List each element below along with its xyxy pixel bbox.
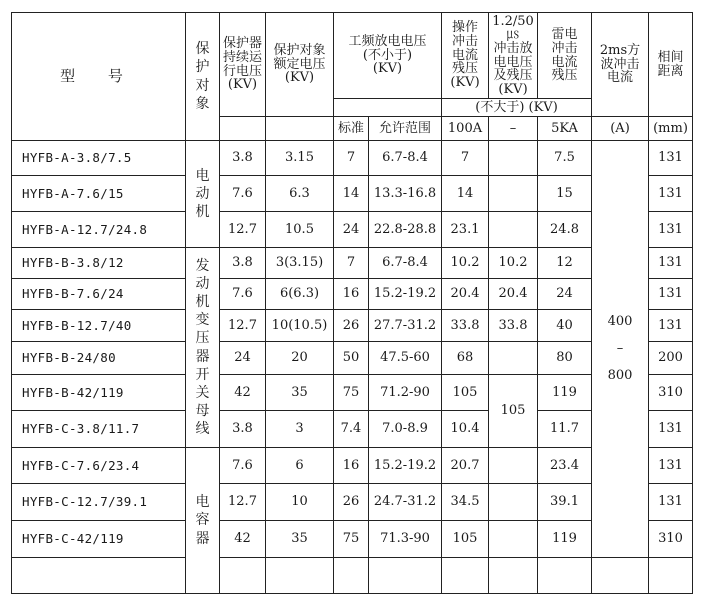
switching-residual-cell: 10.2: [442, 248, 489, 279]
lightning-residual-cell: 40: [538, 310, 592, 342]
dash-label: –: [489, 117, 538, 141]
switching-residual-cell: 33.8: [442, 310, 489, 342]
switching-residual-cell: 105: [442, 375, 489, 411]
continuous-voltage-cell: 12.7: [220, 484, 266, 521]
continuous-voltage-cell: 42: [220, 375, 266, 411]
object-header: 保 护 对 象: [186, 13, 220, 141]
continuous-voltage-cell: 12.7: [220, 212, 266, 248]
standard-range-spacer: [334, 99, 442, 117]
switching-residual-cell: 105: [442, 521, 489, 558]
standard-cell: 26: [334, 310, 369, 342]
lightning-residual-cell: 24.8: [538, 212, 592, 248]
empty-cell: [220, 558, 266, 594]
power-freq-header: 工频放电电压 (不小于) (KV): [334, 13, 442, 99]
rated-voltage-cell: 6(6.3): [266, 279, 334, 310]
continuous-voltage-cell: 42: [220, 521, 266, 558]
square-wave-header: 2ms方 波冲击 电流: [592, 13, 649, 117]
range-cell: 7.0-8.9: [369, 411, 442, 448]
phase-distance-cell: 310: [649, 375, 693, 411]
impulse-cell: 10.2: [489, 248, 538, 279]
continuous-voltage-cell: 3.8: [220, 248, 266, 279]
lightning-residual-cell: 119: [538, 375, 592, 411]
range-cell: 6.7-8.4: [369, 248, 442, 279]
rated-voltage-cell: 20: [266, 342, 334, 375]
switching-residual-cell: 10.4: [442, 411, 489, 448]
standard-cell: 7: [334, 248, 369, 279]
current-100a-label: 100A: [442, 117, 489, 141]
phase-distance-cell: 131: [649, 484, 693, 521]
lightning-residual-cell: 23.4: [538, 448, 592, 484]
standard-cell: 75: [334, 375, 369, 411]
standard-cell: 7.4: [334, 411, 369, 448]
range-cell: 47.5-60: [369, 342, 442, 375]
empty-cell: [649, 558, 693, 594]
rated-voltage-cell: 10.5: [266, 212, 334, 248]
phase-distance-cell: 131: [649, 248, 693, 279]
model-header: 型 号: [12, 13, 186, 141]
standard-cell: 16: [334, 279, 369, 310]
phase-distance-cell: 131: [649, 310, 693, 342]
rated-voltage-header: 保护对象 额定电压 (KV): [266, 13, 334, 117]
continuous-voltage-header: 保护器 持续运 行电压 (KV): [220, 13, 266, 117]
lightning-residual-cell: 12: [538, 248, 592, 279]
switching-residual-cell: 34.5: [442, 484, 489, 521]
lightning-residual-cell: 80: [538, 342, 592, 375]
empty-cell: [538, 558, 592, 594]
lightning-residual-cell: 24: [538, 279, 592, 310]
continuous-voltage-cell: 3.8: [220, 411, 266, 448]
rated-voltage-cell: 3: [266, 411, 334, 448]
empty-cell: [12, 558, 186, 594]
model-cell: HYFB-C-12.7/39.1: [12, 484, 186, 521]
phase-distance-cell: 131: [649, 448, 693, 484]
impulse-cell: 20.4: [489, 279, 538, 310]
rated-voltage-cell: 3(3.15): [266, 248, 334, 279]
phase-distance-cell: 131: [649, 411, 693, 448]
empty-cell: [442, 558, 489, 594]
square-wave-cell: [592, 141, 649, 558]
impulse-empty-cell: [489, 176, 538, 212]
model-cell: HYFB-B-24/80: [12, 342, 186, 375]
range-cell: 22.8-28.8: [369, 212, 442, 248]
allowed-range-label: 允许范围: [369, 117, 442, 141]
unit-a-label: (A): [592, 117, 649, 141]
rated-voltage-cell: 10(10.5): [266, 310, 334, 342]
range-cell: 71.2-90: [369, 375, 442, 411]
switching-residual-cell: 20.4: [442, 279, 489, 310]
rated-voltage-blank: [266, 117, 334, 141]
rated-voltage-cell: 3.15: [266, 141, 334, 176]
rated-voltage-cell: 35: [266, 375, 334, 411]
standard-label: 标准: [334, 117, 369, 141]
phase-distance-cell: 310: [649, 521, 693, 558]
impulse-empty-cell: [489, 141, 538, 176]
impulse-header: 1.2/50㎲ 冲击放 电电压 及残压 (KV): [489, 13, 538, 99]
unit-mm-label: (mm): [649, 117, 693, 141]
empty-cell: [369, 558, 442, 594]
switching-residual-header: 操作 冲击 电流 残压 (KV): [442, 13, 489, 99]
range-cell: 24.7-31.2: [369, 484, 442, 521]
continuous-voltage-cell: 7.6: [220, 448, 266, 484]
standard-cell: 7: [334, 141, 369, 176]
model-cell: HYFB-B-12.7/40: [12, 310, 186, 342]
empty-cell: [266, 558, 334, 594]
model-cell: HYFB-A-7.6/15: [12, 176, 186, 212]
phase-distance-cell: 131: [649, 279, 693, 310]
phase-distance-header: 相间 距离: [649, 13, 693, 117]
model-cell: HYFB-C-3.8/11.7: [12, 411, 186, 448]
range-cell: 6.7-8.4: [369, 141, 442, 176]
standard-cell: 26: [334, 484, 369, 521]
phase-distance-cell: 131: [649, 176, 693, 212]
lightning-residual-cell: 11.7: [538, 411, 592, 448]
group-motor: 电 动 机: [186, 141, 220, 248]
rated-voltage-cell: 6.3: [266, 176, 334, 212]
model-cell: HYFB-A-3.8/7.5: [12, 141, 186, 176]
range-cell: 71.3-90: [369, 521, 442, 558]
phase-distance-cell: 131: [649, 212, 693, 248]
model-cell: HYFB-B-7.6/24: [12, 279, 186, 310]
range-cell: 15.2-19.2: [369, 279, 442, 310]
range-cell: 13.3-16.8: [369, 176, 442, 212]
impulse-cell: 105: [489, 375, 538, 448]
continuous-voltage-cell: 3.8: [220, 141, 266, 176]
standard-cell: 24: [334, 212, 369, 248]
model-cell: HYFB-C-42/119: [12, 521, 186, 558]
standard-cell: 75: [334, 521, 369, 558]
impulse-empty-cell: [489, 448, 538, 484]
empty-cell: [334, 558, 369, 594]
lightning-residual-cell: 15: [538, 176, 592, 212]
switching-residual-cell: 20.7: [442, 448, 489, 484]
standard-cell: 14: [334, 176, 369, 212]
model-cell: HYFB-B-3.8/12: [12, 248, 186, 279]
lightning-residual-cell: 7.5: [538, 141, 592, 176]
impulse-cell: 33.8: [489, 310, 538, 342]
range-cell: 15.2-19.2: [369, 448, 442, 484]
not-more-than-label: (不大于) (KV): [442, 99, 592, 117]
continuous-voltage-cell: 7.6: [220, 279, 266, 310]
impulse-empty-cell: [489, 342, 538, 375]
continuous-voltage-blank: [220, 117, 266, 141]
lightning-residual-cell: 39.1: [538, 484, 592, 521]
square-wave-high: 800: [607, 368, 633, 384]
rated-voltage-cell: 10: [266, 484, 334, 521]
continuous-voltage-cell: 7.6: [220, 176, 266, 212]
specification-table: [11, 12, 693, 594]
switching-residual-cell: 7: [442, 141, 489, 176]
square-wave-low: 400: [607, 313, 633, 329]
lightning-residual-header: 雷电 冲击 电流 残压: [538, 13, 592, 99]
empty-cell: [489, 558, 538, 594]
impulse-empty-cell: [489, 484, 538, 521]
group-capacitor: 电 容 器: [186, 448, 220, 594]
rated-voltage-cell: 35: [266, 521, 334, 558]
current-5ka-label: 5KA: [538, 117, 592, 141]
standard-cell: 16: [334, 448, 369, 484]
switching-residual-cell: 23.1: [442, 212, 489, 248]
lightning-residual-cell: 119: [538, 521, 592, 558]
range-cell: 27.7-31.2: [369, 310, 442, 342]
switching-residual-cell: 14: [442, 176, 489, 212]
impulse-empty-cell: [489, 521, 538, 558]
continuous-voltage-cell: 24: [220, 342, 266, 375]
square-wave-dash: –: [616, 341, 624, 357]
phase-distance-cell: 131: [649, 141, 693, 176]
rated-voltage-cell: 6: [266, 448, 334, 484]
empty-cell: [592, 558, 649, 594]
model-cell: HYFB-A-12.7/24.8: [12, 212, 186, 248]
phase-distance-cell: 200: [649, 342, 693, 375]
group-generator: 发 动 机 变 压 器 开 关 母 线: [186, 248, 220, 448]
continuous-voltage-cell: 12.7: [220, 310, 266, 342]
impulse-empty-cell: [489, 212, 538, 248]
switching-residual-cell: 68: [442, 342, 489, 375]
model-cell: HYFB-B-42/119: [12, 375, 186, 411]
standard-cell: 50: [334, 342, 369, 375]
model-cell: HYFB-C-7.6/23.4: [12, 448, 186, 484]
